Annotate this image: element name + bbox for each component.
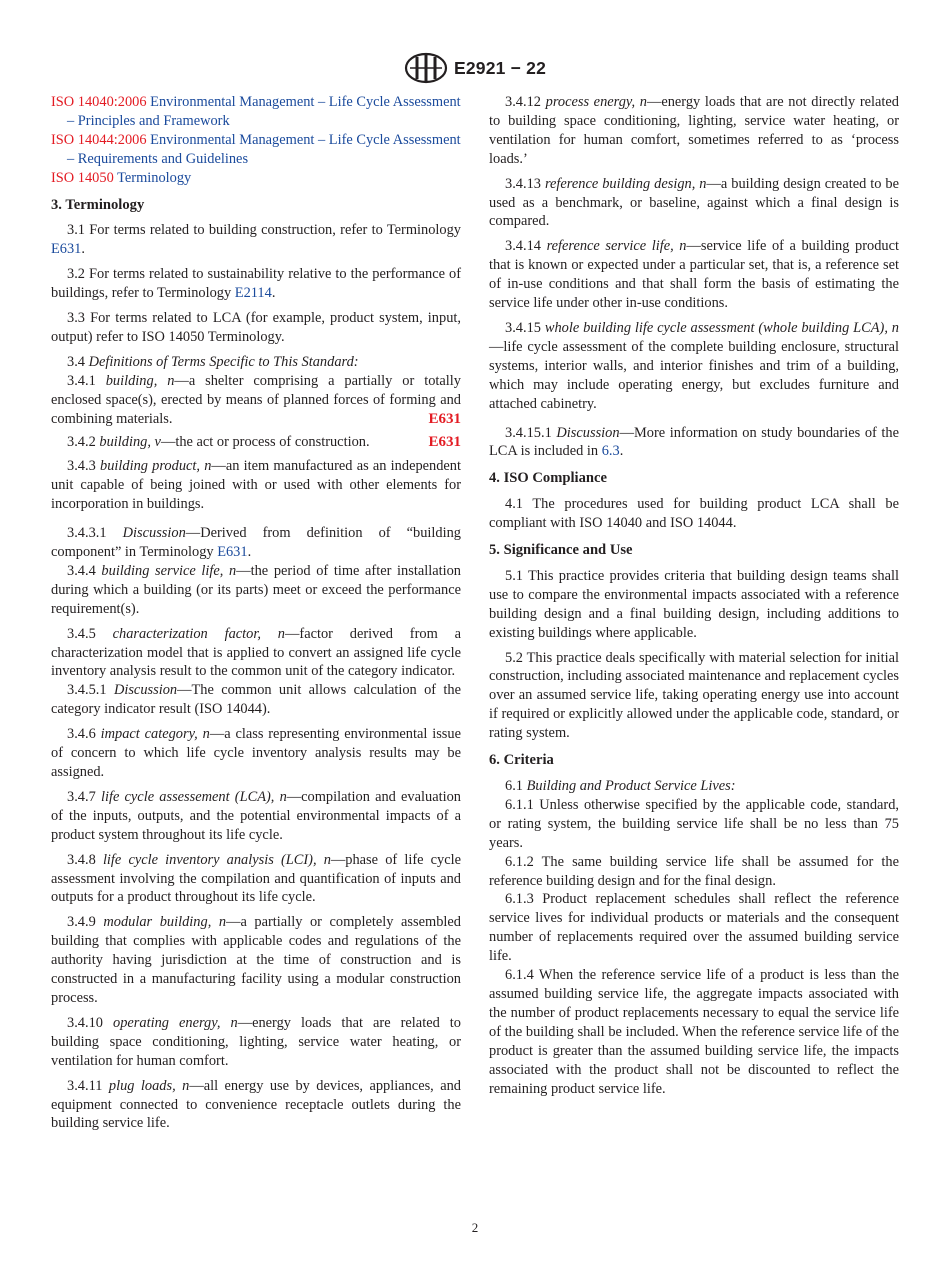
definition-3-4-9: 3.4.9 modular building, n—a partially or completely assembled building that complies with applicable codes and regulations of the authority having jurisdiction at the time of construction and is constructed in a manufacturing facility using a modular construction process. bbox=[51, 914, 461, 1006]
paragraph-3-4: 3.4 Definitions of Terms Specific to This Standard: bbox=[67, 353, 359, 370]
definition-3-4-6: 3.4.6 impact category, n—a class representing environmental issue of concern to which life cycle inventory analysis results may be assigned. bbox=[51, 726, 461, 780]
astm-logo-icon bbox=[404, 52, 448, 84]
document-designation: E2921 − 22 bbox=[453, 57, 546, 78]
reference-code[interactable]: ISO 14044:2006 bbox=[51, 131, 147, 148]
discussion-3-4-3-1: 3.4.3.1 Discussion—Derived from definition of “building component” in Terminology E631. bbox=[51, 525, 461, 561]
definition-3-4-5: 3.4.5 characterization factor, n—factor derived from a characterization model that is applied to convert an assigned life cycle inventory analysis result to the common unit of the category indicator. bbox=[51, 625, 461, 680]
paragraph-5-2: 5.2 This practice deals specifically with material selection for initial construction, including associated maintenance and replacement cycles over an assumed service life, taking operating energy use into account if required or explicitly allowed under the applicable code, standard, or rating system. bbox=[489, 649, 899, 742]
discussion-3-4-15-1: 3.4.15.1 Discussion—More information on study boundaries of the LCA is included in 6.3. bbox=[489, 424, 899, 460]
paragraph-6-1-4: 6.1.4 When the reference service life of a product is less than the assumed building service life, the aggregate impacts associated with the number of product replacements necessary to equal the service life of the building shall be included. When the reference service life of the product is greater than the assumed building service life, the impacts associated with the product shall not be discounted to reflect the remaining product service life. bbox=[489, 967, 899, 1097]
paragraph-6-1-3: 6.1.3 Product replacement schedules shall reflect the reference service lives for individual products or materials and the consequent number of replacements required over the assumed building service life. bbox=[489, 891, 899, 965]
paragraph-5-1: 5.1 This practice provides criteria that building design teams shall use to compare the environmental impacts associated with a reference building design and a final building design, including additions to existing buildings where applicable. bbox=[489, 567, 899, 641]
paragraph-6-1-2: 6.1.2 The same building service life shall be assumed for the reference building design and for the final design. bbox=[489, 853, 899, 889]
paragraph-3-1: 3.1 For terms related to building construction, refer to Terminology E631. bbox=[51, 222, 461, 258]
link-e631[interactable]: E631 bbox=[51, 241, 82, 258]
section-heading-criteria: 6. Criteria bbox=[489, 752, 554, 769]
definition-3-4-1: 3.4.1 building, n—a shelter comprising a partially or totally enclosed space(s), erected by means of planned forces of forming and combining materials. E631 bbox=[51, 372, 461, 427]
paragraph-6-1-1: 6.1.1 Unless otherwise specified by the applicable code, standard, or rating system, the building service life shall be no less than 75 years. bbox=[489, 796, 899, 851]
paragraph-3-2: 3.2 For terms related to sustainability relative to the performance of buildings, refer to Terminology E2114. bbox=[51, 266, 461, 302]
page-header bbox=[0, 52, 950, 84]
reference-item bbox=[51, 169, 461, 188]
page-number: 2 bbox=[471, 1220, 479, 1235]
definition-3-4-10: 3.4.10 operating energy, n—energy loads that are related to building space conditioning, lighting, service water heating, or ventilation for human comfort. bbox=[51, 1014, 461, 1069]
definition-3-4-3: 3.4.3 building product, n—an item manufactured as an independent unit capable of being joined with or used with other elements for incorporation in buildings. bbox=[51, 458, 462, 513]
link-section-6-3[interactable]: 6.3 bbox=[601, 443, 620, 460]
reference-code[interactable]: ISO 14050 bbox=[51, 169, 114, 186]
link-e2114[interactable]: E2114 bbox=[234, 285, 272, 302]
definition-3-4-11: 3.4.11 plug loads, n—all energy use by devices, appliances, and equipment connected to convenience receptacle outlets during the building service life. bbox=[51, 1077, 461, 1132]
definition-3-4-8: 3.4.8 life cycle inventory analysis (LCI), n—phase of life cycle assessment involving the compilation and quantification of inputs and outputs for a product throughout its life cycle. bbox=[51, 851, 462, 906]
definition-3-4-12: 3.4.12 process energy, n—energy loads that are not directly related to building space conditioning, lighting, service water heating, or ventilation for human comfort, sometimes referred to as ‘process loads.’ bbox=[489, 94, 899, 167]
definition-3-4-14: 3.4.14 reference service life, n—service life of a building product that is known or expected under a particular set, that is, a reference set of in-use conditions and that shall form the basis of estimating the service life under other in-use conditions. bbox=[489, 238, 899, 312]
reference-title[interactable]: Terminology bbox=[117, 169, 192, 186]
definition-3-4-4: 3.4.4 building service life, n—the period of time after installation during which a building (or its parts) meet or exceed the performance requirement(s). bbox=[51, 562, 461, 617]
reference-item bbox=[51, 131, 461, 169]
reference-title[interactable]: Environmental Management – Life Cycle Assessment – Principles and Framework bbox=[67, 94, 461, 129]
discussion-3-4-5-1: 3.4.5.1 Discussion—The common unit allows calculation of the category indicator result (ISO 14044). bbox=[51, 682, 461, 718]
standard-ref-e631[interactable]: E631 bbox=[428, 433, 461, 450]
paragraph-4-1: 4.1 The procedures used for building product LCA shall be compliant with ISO 14040 and ISO 14044. bbox=[489, 496, 899, 532]
link-e631[interactable]: E631 bbox=[217, 544, 248, 561]
reference-code[interactable]: ISO 14040:2006 bbox=[51, 94, 147, 110]
right-column bbox=[489, 93, 899, 1098]
paragraph-6-1: 6.1 Building and Product Service Lives: bbox=[505, 778, 736, 794]
definition-3-4-7: 3.4.7 life cycle assessement (LCA), n—compilation and evaluation of the inputs, outputs, and the potential environmental impacts of a product system throughout its life cycle. bbox=[51, 788, 461, 843]
section-heading-significance: 5. Significance and Use bbox=[489, 542, 633, 559]
reference-item bbox=[51, 93, 461, 131]
section-heading-terminology: 3. Terminology bbox=[51, 196, 145, 213]
definition-3-4-2: 3.4.2 building, v—the act or process of construction. E631 bbox=[67, 433, 461, 450]
section-heading-iso-compliance: 4. ISO Compliance bbox=[489, 470, 607, 487]
standard-ref-e631[interactable]: E631 bbox=[428, 410, 461, 427]
reference-title[interactable]: Environmental Management – Life Cycle Assessment – Requirements and Guidelines bbox=[67, 131, 461, 167]
left-column bbox=[51, 93, 461, 1139]
definition-3-4-15: 3.4.15 whole building life cycle assessment (whole building LCA), n—life cycle assessment of the complete building enclosure, structural systems, interior walls, and interior finishes and trim of a building, which may include operating energy, but excludes furniture and attached cabinetry. bbox=[489, 319, 899, 412]
definition-3-4-13: 3.4.13 reference building design, n—a building design created to be used as a benchmark, or baseline, against which a final design is compared. bbox=[489, 175, 900, 230]
paragraph-3-3: 3.3 For terms related to LCA (for example, product system, input, output) refer to ISO 14050 Terminology. bbox=[51, 310, 461, 345]
